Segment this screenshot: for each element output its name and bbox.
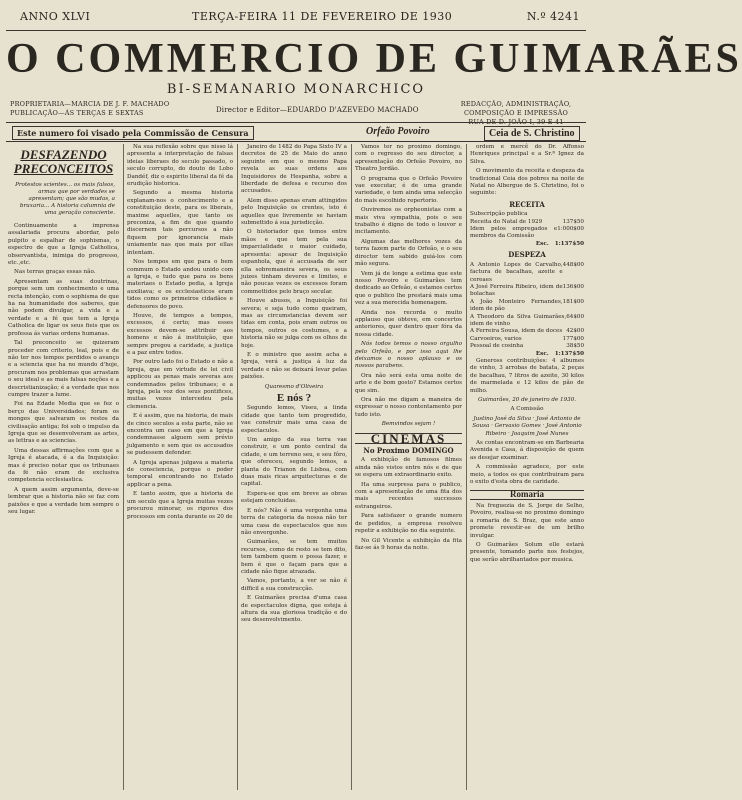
column-rule	[351, 144, 352, 790]
paragraph: Ouviremos os orpheonistas com a mais viva sympathia, pois o seu trabalho é digno de todo o louvor e incitamento.	[355, 207, 462, 236]
paragraph: Foi na Edade Media que se fez o berço das Universidades; foram os monges que salvaram os restos da civilisação antiga; foi sob o impulso da Igreja que se desenvolveram as artes, as lettras e as sciencias.	[8, 401, 119, 445]
issue-date: TERÇA-FEIRA 11 DE FEVEREIRO DE 1930	[192, 10, 453, 23]
paragraph: Continuamente a imprensa assalariada procura abordar, pelo pulpito e espalhar de sophismas, o espectro de que a Igreja Catholica, observantista, inimiga do progresso, etc.,etc.	[8, 223, 119, 267]
article-byline: Quaresmo d'Oliveira	[264, 383, 324, 390]
article-epigraph: Protestos scientes... os mais falsos, armas que por verdades se apresentam; que são mudas, a bruxaria... A historia calumnia de uma geração consciente.	[15, 182, 115, 216]
column-2	[127, 144, 233, 792]
closing-line: Bemvindos sejam !	[381, 421, 436, 428]
paragraph: Para satisfazer o grande numero de pedidos, a empresa resolveu repetir a exhibição no dia seguinte.	[355, 513, 462, 535]
account-line: A Ferreira Sousa, idem de doces 42$00	[470, 328, 584, 335]
paragraph: No Gil Vicente a exhibição da fita faz-se ás 9 horas da noite.	[355, 537, 462, 551]
paragraph: Houve, de tempos a tempos, excessos, é certo; mas esses excessos devem-se attribuir aos homens e não á instituição, que sempre pregou a caridade, a justiça e a paz entre todos.	[127, 312, 233, 356]
ceia-heading: Ceia de S. Christino	[484, 126, 580, 141]
sign-names: Justino José da Silva · José Antonio de Sousa · Gervasio Gomes · José Antonio Ribeiro · Joaquim José Nunes	[472, 415, 582, 437]
issue-number: N.º 4241	[526, 10, 580, 23]
column-rule	[466, 144, 467, 790]
column-3	[241, 144, 347, 792]
paragraph: Uma dessas affirmações com que a Igreja é atacada, é a da Inquisição: mas é preciso notar que os tribunaes da fé não eram de exclusiva competencia ecclesiastica.	[8, 447, 119, 484]
orpheu-heading: Orfeão Povoiro	[366, 126, 430, 137]
paragraph: A Igreja apenas julgava a materia de consciencia, porque o poder temporal encontrando no Estado applicar a pena.	[127, 459, 233, 488]
paragraph: E o ministro que assim acha a Igreja, verá a justiça á luz da verdade e não se deixará levar pelas paixões.	[241, 351, 347, 381]
paragraph: Vem já de longe a estima que este nosso Povoiro e Guimarães tem dedicado ao Orfeão, e estamos certos que o publico lhe prestará mais uma vez a sua merecida homenagem.	[355, 270, 462, 307]
newspaper-subtitle: BI-SEMANARIO MONARCHICO	[166, 82, 426, 97]
paragraph: Ha uma surpresa para o publico, com a apresentação de uma fita dos mais recentes successos estrangeiros.	[355, 481, 462, 510]
account-total: Esc. 1:137$50	[535, 350, 584, 357]
article-title-e-nos: E nós ?	[276, 392, 312, 404]
rule-top	[6, 30, 586, 31]
paragraph: O movimento da receita e despeza da tradicional Ceia dos pobres na noite de Natal no Albergue de S. Christino, foi o seguinte:	[470, 168, 584, 197]
paragraph: Segundo a mesma historia explanam-nos o conhecimento e a constituição deste, para os liberais, maxime aquelles, que tanto os preconiza, a fim de que quando discernem tais percursos a não fiquem por ignorancia mais uniamente nas que mais por ellas intentam.	[127, 190, 233, 256]
paragraph: A commissão agradece, por este meio, a todos os que contribuiram para o exito d'esta obra de caridade.	[470, 464, 584, 486]
account-line: A Theodoro da Silva Guimarães, idem de vinho 64$00	[470, 313, 584, 327]
despesa-heading: DESPEZA	[508, 250, 546, 260]
account-line: Pessoal de cosinha 38$50	[470, 343, 584, 350]
issue-line	[6, 8, 586, 28]
receita-heading: RECEITA	[509, 199, 545, 209]
column-rule	[123, 144, 124, 790]
paragraph: Na sua reflexão sobre que nisso lá apresenta a interpretação de falsas ideias liberaes do seculo passado, o seculo corrupto, do douto de Lobo Dandéf, diz o espirito liberal da fé da erudição historica.	[127, 144, 233, 188]
account-line: A José Ferreira Ribeiro, idem de bolachas 136$00	[470, 283, 584, 298]
column-4	[355, 144, 462, 792]
paragraph: O programa que o Orfeão Povoiro vae executar, é de uma grande variedade, e tem ainda uma selecção do mais escolhido repertorio.	[355, 175, 462, 204]
paragraph: Janeiro de 1482 do Papa Sixto IV a decretos de 25 de Maio do anno seguinte em que o mesmo Papa revela as suas ordens aos Inquisidores de Hespanha, sobre a liberdade de defesa e recurso dos accusados.	[241, 144, 347, 195]
paragraph: A quem assim argumenta, deve-se lembrar que a historia não se faz com paixões e que a verdade tem sempre o seu lugar.	[8, 486, 119, 516]
section-title-romaria: Romaria	[470, 490, 584, 499]
paragraph: E tanto assim, que a historia de um seculo que a Igreja muitas vezes procurou minorar, os rigores dos processos em conta durante os 20 de	[127, 491, 233, 520]
section-title-cinemas: CINEMAS	[355, 433, 462, 444]
sign-date: Guimarães, 20 de janeiro de 1930.	[477, 397, 577, 403]
banner-row	[6, 124, 586, 140]
paragraph: Um amigo da sua terra vae construir, e um ponto central da cidade, e um terreno seu, e seu fôro, que ofereceu, segundo lemos, a planta do Trianon de Lisboa, com duas mais ricas arquitecturas e de capital.	[241, 437, 347, 488]
paragraph: Por outro lado foi o Estado e não a Igreja, que em virtude de lei civil applicou as penas mais severas aos condemnados pelos tribunaes; e a Igreja, pela voz dos seus pontifices, muitas vezes intercedeu pela clemencia.	[127, 359, 233, 410]
rule-mid	[6, 122, 586, 123]
paragraph: ordem e mercê do Dr. Affonso Henriques principal e a Sr.ª Ignez da Silva.	[470, 144, 584, 165]
column-rule	[237, 144, 238, 790]
column-1	[8, 144, 119, 792]
paragraph: Espera-se que em breve as obras estejam concluidas.	[241, 490, 347, 505]
account-line: Receita do Natal de 1929 137$50	[470, 218, 584, 225]
paragraph: As contas encontram-se em Barbearia Avenida e Casa, á disposição de quem as desejar examinar.	[470, 440, 584, 461]
issue-year: ANNO XLVI	[20, 10, 91, 23]
paragraph: Ainda nos recorda o muito applauso que obteve, em concertos anteriores, quer dentro quer fóra da nossa cidade.	[355, 309, 462, 338]
paragraph: A exhibição de famosos filmes ainda não vistos entre nós e de que se espera um extraordinario exito.	[355, 457, 462, 479]
paragraph: E Guimarães precisa d'uma casa de espectaculos digna, que esteja á altura da sua gloriosa tradição e do seu desenvolvimento.	[241, 595, 347, 624]
paragraph: Na freguezia de S. Jorge de Selho, Povoiro, realisa-se no proximo domingo a romaria de S. Braz, que este anno promete revestir-se de um brilho invulgar.	[470, 502, 584, 539]
censorship-notice: Este numero foi visado pela Commissão de Censura	[12, 126, 254, 140]
account-line: Idem pelos empregados e membros da Comissão 1:000$00	[470, 226, 584, 240]
office-line: REDACÇÃO, ADMINISTRAÇÃO, COMPOSIÇÃO E IMPRESSÃO	[460, 100, 572, 117]
address-line: RUA DE D. JOÃO I, 39 E 41	[468, 118, 564, 126]
account-total: Esc. 1:137$50	[535, 240, 584, 247]
owner-line: PROPRIETARIA—MARCIA DE J. F. MACHADO	[10, 100, 170, 108]
publication-line: PUBLICAÇÃO—ÁS TERÇAS E SEXTAS	[10, 109, 144, 117]
paragraph: E é assim, que na historia, de mais de cinco seculos a esta parte, não se encontra um caso em que a Igreja condemnasse alguem sem prévio julgamento e sem que os accusados se pudessem defender.	[127, 413, 233, 457]
paragraph: Guimarães, se tem muitos recursos, como de resto se tem dito, tem tambem quem o possa fazer, e bem é que o façam para que a cidade não fique atrazada.	[241, 539, 347, 575]
paragraph: Nos tempos em que para o bem commum o Estado andou unido com a Igreja, e tudo que para os bens materiaes o Estado pedia, a Igreja auxiliava; e os ecclesiasticos eram tidos como os primeiros cidadãos e defensores do povo.	[127, 259, 233, 310]
account-line: A João Monteiro Fernandes, idem de pão 181$00	[470, 298, 584, 313]
paragraph: Ora não me digam a maneira de expressar o nosso contentamento por tudo isto.	[355, 397, 462, 418]
paragraph: Nas terras graças essas não.	[14, 269, 96, 276]
paragraph: Ora não será esta uma noite de arte e de bom gosto? Estamos certos que sim.	[355, 372, 462, 394]
paragraph: Alem disso apenas eram attingidos pelo Inquisição os crentes, isto é aquelles que livremente se haviam submettido á sua jurisdicção.	[241, 197, 347, 227]
account-line: Subscripção publica	[470, 211, 528, 218]
paragraph: Vamos, portanto, a ver se não é difficil a sua construcção.	[241, 578, 347, 592]
account-line: Carvoeiros, varios 177$00	[470, 335, 584, 342]
paragraph: Tal preconceito se quizeram proceder com criterio, leal, pois e de não ter nos tempos perdidos o avanço e a sciencia que ha no mundo d'hoje, procuram nos problemas que arrastam o seu ideal e as mais falsas noções e a descristianização; é a verdade que nos cumpre trazer a lume.	[8, 340, 119, 398]
paragraph: O historiador que temos entre mãos e que tem pela sua imparcialidade o maior cuidado, apresenta: apesar de Inquisição espanhola, que é accusada de ser ella sobremaneira severa, os seus juizes tinham deveres e limites, e não poucas vezes os excessos foram commettidos pelo braço secular.	[241, 229, 347, 295]
paragraph: Vamos ter no proximo domingo, com o regresso do seu director, a apresentação do Orfeão Povoiro, no Theatro Jordão.	[355, 144, 462, 173]
cinema-subheading: No Proximo DOMINGO	[363, 446, 454, 456]
column-5	[470, 144, 584, 792]
paragraph-quote: Nós todos temos o nosso orgulho pelo Orfeão, e por isso aqui lhe deixamos o nosso aplauso e os nossos parabens.	[355, 341, 462, 370]
paragraph: O Guimarães Solum elle estará presente, tomando parte nos festejos, que serão abrilhantados por musica.	[470, 541, 584, 563]
meta-left	[10, 100, 169, 118]
paragraph: Geneross contribuições: 4 albumes de vinho, 3 arrobas de batata, 2 peças de bacalhau, 7 litros de azeite, 30 kilos de marmelada e 12 kilos de pão de milho.	[470, 357, 584, 394]
rule-banner	[6, 141, 586, 142]
paragraph: E nós? Não é uma vergonha uma terra de categoria da nossa não ter uma casa de espectaculos que nos não envergonhe.	[241, 507, 347, 536]
director-line: Director e Editor—EDUARDO D'AZEVEDO MACHADO	[216, 106, 419, 114]
article-title-desfazendo: DESFAZENDO PRECONCEITOS	[13, 147, 114, 176]
newspaper-title: O COMMERCIO DE GUIMARÃES	[6, 36, 742, 82]
sign-title: A Comissão	[510, 406, 544, 413]
paragraph: Segundo lemos, Viseu, a linda cidade que tanto tem progredido, vae construir mais uma casa de espectaculos.	[241, 405, 347, 434]
paragraph: Algumas das melhores vozes da terra fazem parte do Orfeão, e o seu director tem sabido guiá-los com mão segura.	[355, 238, 462, 268]
paragraph: Houve abusos, a Inquisição foi severa; e seja tudo como queiram, mas as circumstancias devem ser tidas em conta, pois eram outros os tempos, outros os costumes, e a historia não se julga com os olhos de hoje.	[241, 298, 347, 349]
paragraph: Apresentam as suas doutrinas, porque sem um conhecimento e uma recta intenção, com o sophisma de que ha na humanidade dos saberes, que não podem divulgar, a vida e a verdade e a fé que tem a Igreja Catholica de ligar os seus fieis que os professa ás varias ordens humanas.	[8, 278, 119, 337]
newspaper-page	[6, 4, 742, 796]
account-line: A Antonio Lopes de Carvalho, factura de bacalhau, azeite e cereaes 448$00	[470, 261, 584, 283]
